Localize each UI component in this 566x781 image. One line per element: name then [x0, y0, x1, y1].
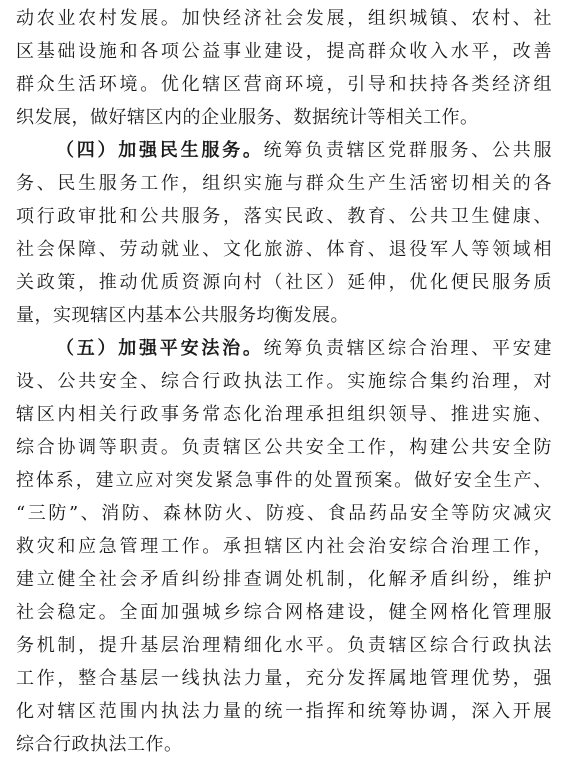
text-line: 动农业农村发展。加快经济社会发展，组织城镇、农村、社 — [16, 8, 552, 29]
text-line: 救灾和应急管理工作。承担辖区内社会治安综合治理工作， — [16, 536, 552, 557]
text-line: 务机制，提升基层治理精细化水平。负责辖区综合行政执法 — [16, 635, 552, 656]
paragraph-first-line — [56, 332, 552, 365]
text-line: 工作，整合基层一线执法力量，充分发挥属地管理优势，强 — [16, 668, 552, 689]
text-line: 综合协调等职责。负责辖区公共安全工作，构建公共安全防 — [16, 437, 552, 458]
text-line: 织发展，做好辖区内的企业服务、数据统计等相关工作。 — [16, 107, 479, 128]
text-line: 社会保障、劳动就业、文化旅游、体育、退役军人等领域相 — [16, 239, 552, 260]
text-line: “三防”、消防、森林防火、防疫、食品药品安全等防灾减灾 — [16, 503, 552, 524]
text-line: 综合行政执法工作。 — [16, 734, 183, 755]
text-line: 区基础设施和各项公益事业建设，提高群众收入水平，改善 — [16, 41, 552, 62]
text-span: 统筹负责辖区党群服务、公共服 — [263, 140, 552, 161]
section-heading: （四）加强民生服务。 — [56, 140, 264, 161]
text-line: 务、民生服务工作，组织实施与群众生产生活密切相关的各 — [16, 173, 552, 194]
text-span: 统筹负责辖区综合治理、平安建 — [263, 338, 552, 359]
text-line: 项行政审批和公共服务，落实民政、教育、公共卫生健康、 — [16, 206, 552, 227]
text-line: 辖区内相关行政事务常态化治理承担组织领导、推进实施、 — [16, 404, 552, 425]
section-heading: （五）加强平安法治。 — [56, 338, 264, 359]
text-line: 化对辖区范围内执法力量的统一指挥和统筹协调，深入开展 — [16, 701, 552, 722]
text-line: 建立健全社会矛盾纠纷排查调处机制，化解矛盾纠纷，维护 — [16, 569, 552, 590]
text-line: 设、公共安全、综合行政执法工作。实施综合集约治理，对 — [16, 371, 552, 392]
paragraph-first-line — [56, 134, 552, 167]
text-line: 关政策，推动优质资源向村（社区）延伸，优化便民服务质 — [16, 272, 552, 293]
text-line: 社会稳定。全面加强城乡综合网格建设，健全网格化管理服 — [16, 602, 552, 623]
text-line: 量，实现辖区内基本公共服务均衡发展。 — [16, 305, 349, 326]
text-line: 群众生活环境。优化辖区营商环境，引导和扶持各类经济组 — [16, 74, 552, 95]
text-line: 控体系，建立应对突发紧急事件的处置预案。做好安全生产、 — [16, 470, 552, 491]
